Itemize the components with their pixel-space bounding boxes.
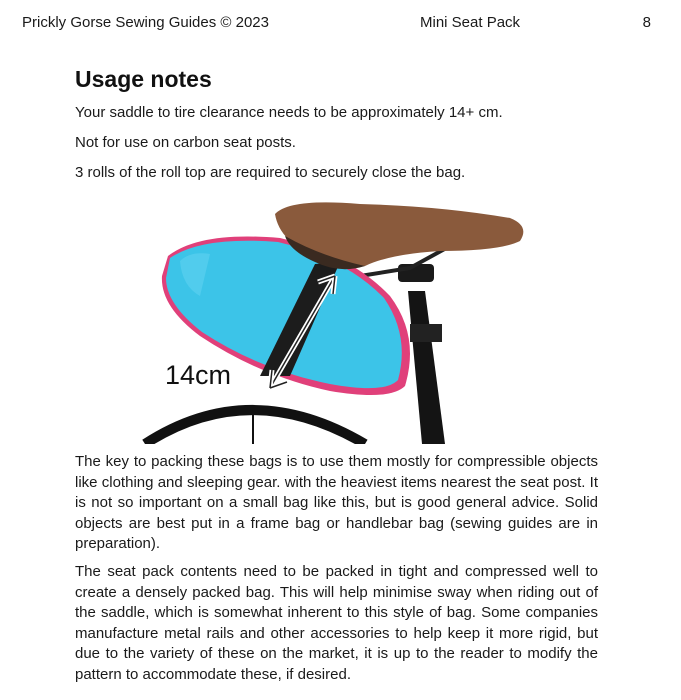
page-header <box>0 14 681 34</box>
packing-paragraph: The key to packing these bags is to use them mostly for compressible objects like clothing and sleeping gear. with the heaviest items nearest the seat post. It is not so important on a small bag like this, but is good general advice. Solid objects are best put in a frame bag or handlebar bag (sewing guides are in preparation). <box>75 453 598 553</box>
measurement-label: 14cm <box>165 360 232 390</box>
header-copyright: Prickly Gorse Sewing Guides © 2023 <box>22 14 269 31</box>
compression-paragraph: The seat pack contents need to be packed in tight and compressed well to create a densely packed bag. This will help minimise sway when riding out of the saddle, which is somewhat inherent to this style of bag. Some companies manufacture metal rails and other accessories to help keep it more rigid, but due to the variety of these on the market, it is up to the reader to modify the pattern to accommodate these, if desired. <box>75 563 598 683</box>
note-roll-top: 3 rolls of the roll top are required to securely close the bag. <box>75 164 466 181</box>
note-clearance: Your saddle to tire clearance needs to be approximately 14+ cm. <box>75 104 503 121</box>
saddle-illustration <box>275 202 523 269</box>
seat-pack-photo <box>140 196 540 444</box>
header-guide-title: Mini Seat Pack <box>420 14 521 31</box>
section-title: Usage notes <box>75 66 212 92</box>
note-carbon: Not for use on carbon seat posts. <box>75 134 296 151</box>
tire-illustration <box>145 408 365 444</box>
page-number: 8 <box>642 14 651 31</box>
